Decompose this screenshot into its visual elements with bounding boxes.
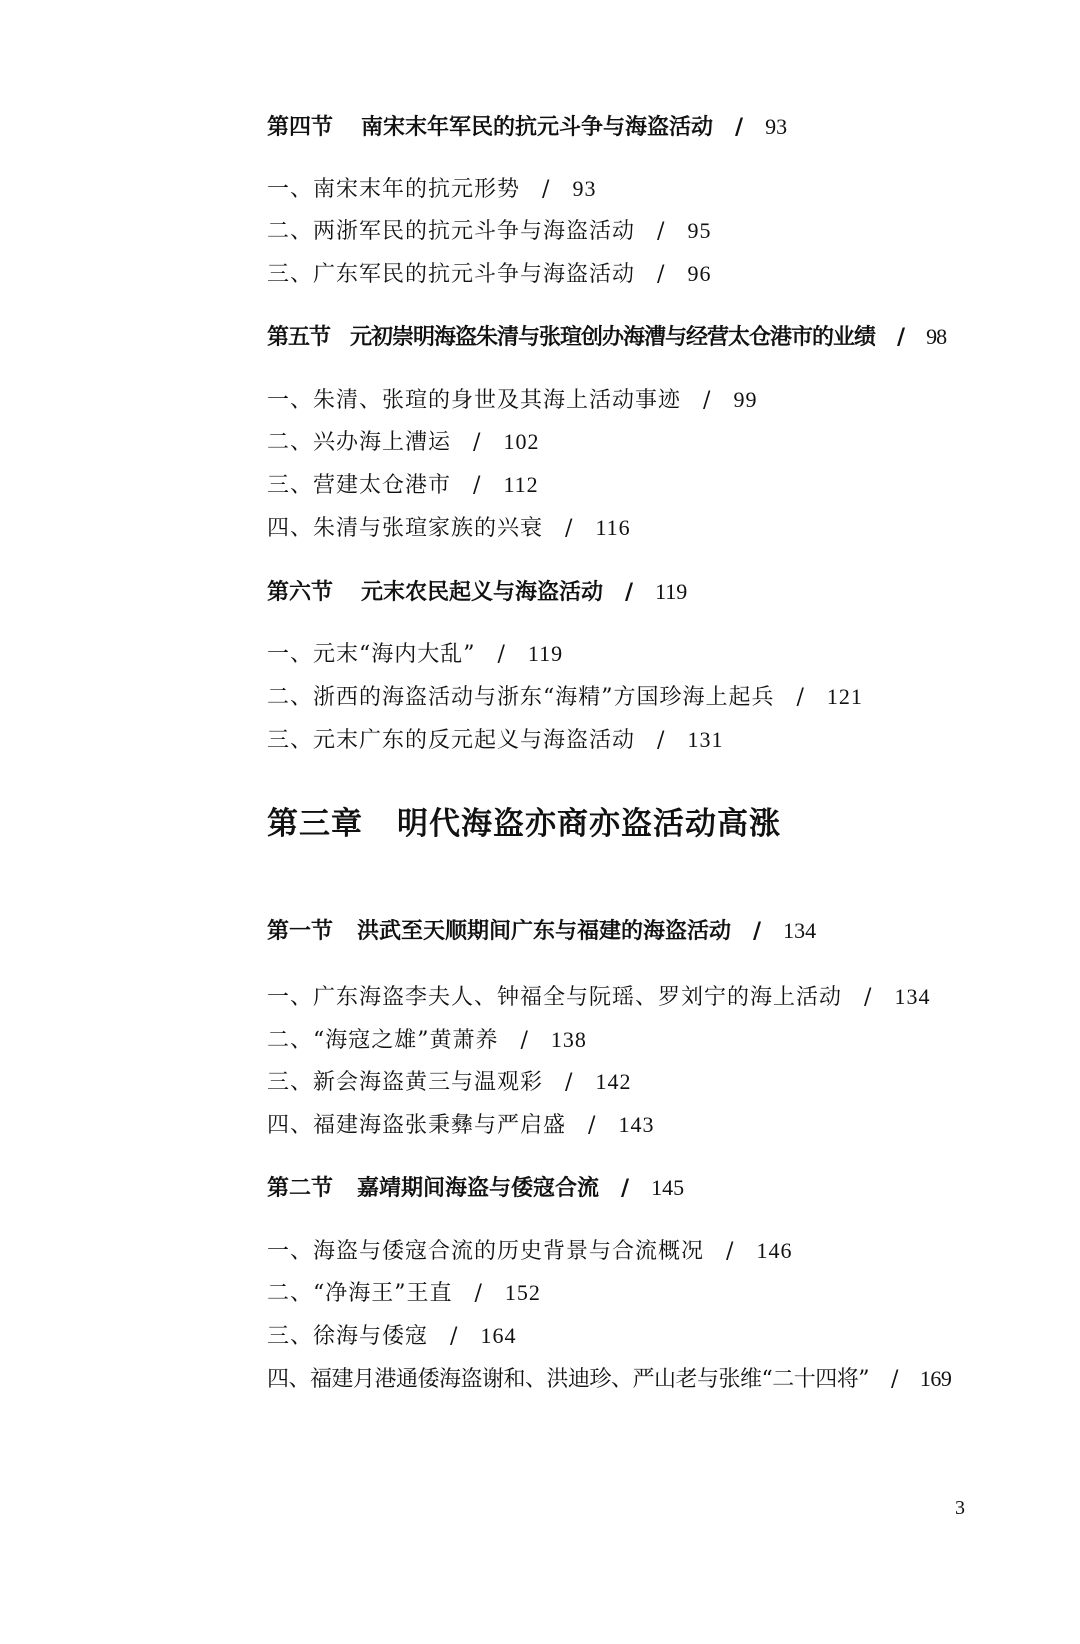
separator: /: [565, 1070, 574, 1095]
page-reference: 93: [765, 114, 788, 139]
section-title: 嘉靖期间海盗与倭寇合流: [357, 1175, 600, 1201]
chapter-label: 第三章: [267, 806, 363, 842]
toc-item: [267, 1325, 516, 1348]
separator: /: [657, 728, 666, 753]
page-number: 3: [955, 1497, 965, 1519]
item-title: 二、“净海王”王直: [267, 1281, 453, 1306]
page-reference: 131: [687, 727, 724, 752]
toc-item: [267, 263, 711, 286]
item-title: 二、浙西的海盗活动与浙东“海精”方国珍海上起兵: [267, 685, 775, 710]
toc-section-heading: [267, 1177, 684, 1199]
item-title: 三、徐海与倭寇: [267, 1324, 429, 1349]
toc-item: [267, 178, 596, 201]
section-title: 元末农民起义与海盗活动: [361, 579, 604, 605]
separator: /: [497, 642, 506, 667]
page-reference: 143: [618, 1112, 655, 1137]
section-title: 洪武至天顺期间广东与福建的海盗活动: [357, 918, 732, 944]
separator: /: [864, 985, 873, 1010]
separator: /: [450, 1324, 459, 1349]
page-reference: 119: [527, 641, 564, 666]
section-label: 第一节: [267, 918, 334, 944]
section-label: 第四节: [267, 114, 334, 140]
separator: /: [796, 685, 805, 710]
separator: /: [474, 1281, 483, 1306]
page-reference: 134: [894, 984, 931, 1009]
page-reference: 138: [550, 1027, 587, 1052]
toc-section-heading: [267, 581, 687, 603]
toc-section-heading: [267, 116, 787, 138]
page-reference: 119: [655, 579, 688, 604]
separator: /: [753, 918, 762, 944]
section-label: 第二节: [267, 1175, 334, 1201]
item-title: 四、福建月港通倭海盗谢和、洪迪珍、严山老与张维“二十四将”: [267, 1367, 869, 1392]
separator: /: [897, 324, 905, 350]
toc-item: [267, 986, 930, 1009]
separator: /: [565, 516, 574, 541]
item-title: 一、广东海盗李夫人、钟福全与阮瑶、罗刘宁的海上活动: [267, 985, 843, 1010]
item-title: 一、南宋末年的抗元形势: [267, 177, 521, 202]
toc-item: [267, 389, 757, 412]
toc-item: [267, 1071, 631, 1094]
separator: /: [726, 1239, 735, 1264]
separator: /: [657, 219, 666, 244]
page-reference: 142: [595, 1069, 632, 1094]
toc-item: [267, 1114, 654, 1137]
toc-item: [267, 431, 539, 454]
separator: /: [621, 1175, 630, 1201]
page-reference: 93: [572, 176, 597, 201]
page-reference: 152: [504, 1280, 541, 1305]
toc-item: [267, 643, 563, 666]
item-title: 一、元末“海内大乱”: [267, 642, 476, 667]
item-title: 二、兴办海上漕运: [267, 430, 452, 455]
toc-item: [267, 1029, 587, 1052]
item-title: 三、新会海盗黄三与温观彩: [267, 1070, 544, 1095]
page-reference: 169: [919, 1366, 952, 1391]
separator: /: [735, 114, 744, 140]
separator: /: [657, 262, 666, 287]
page-reference: 116: [595, 515, 631, 540]
separator: /: [891, 1367, 898, 1392]
page-reference: 102: [503, 429, 540, 454]
separator: /: [625, 579, 634, 605]
toc-item: [267, 517, 631, 540]
toc-item: [267, 220, 711, 243]
separator: /: [542, 177, 551, 202]
toc-item: [267, 1368, 951, 1391]
page-reference: 121: [826, 684, 863, 709]
section-label: 第五节: [267, 324, 331, 350]
item-title: 四、朱清与张瑄家族的兴衰: [267, 516, 544, 541]
item-title: 二、两浙军民的抗元斗争与海盗活动: [267, 219, 636, 244]
chapter-title: 明代海盗亦商亦盗活动高涨: [397, 806, 781, 842]
section-label: 第六节: [267, 579, 334, 605]
item-title: 二、“海寇之雄”黄萧养: [267, 1028, 499, 1053]
section-title: 南宋末年军民的抗元斗争与海盗活动: [361, 114, 714, 140]
item-title: 三、元末广东的反元起义与海盗活动: [267, 728, 636, 753]
item-title: 一、朱清、张瑄的身世及其海上活动事迹: [267, 388, 682, 413]
toc-chapter-heading: [267, 806, 781, 842]
page-reference: 112: [503, 472, 539, 497]
toc-item: [267, 474, 539, 497]
page-reference: 134: [783, 918, 817, 943]
section-title: 元初崇明海盗朱清与张瑄创办海漕与经营太仓港市的业绩: [350, 324, 876, 350]
item-title: 三、营建太仓港市: [267, 473, 452, 498]
toc-section-heading: [267, 920, 816, 942]
page-reference: 95: [687, 218, 712, 243]
page-reference: 146: [756, 1238, 793, 1263]
item-title: 四、福建海盗张秉彝与严启盛: [267, 1113, 567, 1138]
item-title: 一、海盗与倭寇合流的历史背景与合流概况: [267, 1239, 705, 1264]
separator: /: [473, 430, 482, 455]
page-reference: 145: [651, 1175, 685, 1200]
page-reference: 164: [480, 1323, 517, 1348]
toc-item: [267, 686, 863, 709]
page-reference: 98: [926, 324, 947, 349]
page-reference: 99: [733, 387, 758, 412]
item-title: 三、广东军民的抗元斗争与海盗活动: [267, 262, 636, 287]
separator: /: [473, 473, 482, 498]
toc-item: [267, 1240, 792, 1263]
separator: /: [520, 1028, 529, 1053]
separator: /: [703, 388, 712, 413]
toc-section-heading: [267, 326, 946, 348]
toc-item: [267, 729, 723, 752]
page-reference: 96: [687, 261, 712, 286]
separator: /: [588, 1113, 597, 1138]
toc-item: [267, 1282, 541, 1305]
